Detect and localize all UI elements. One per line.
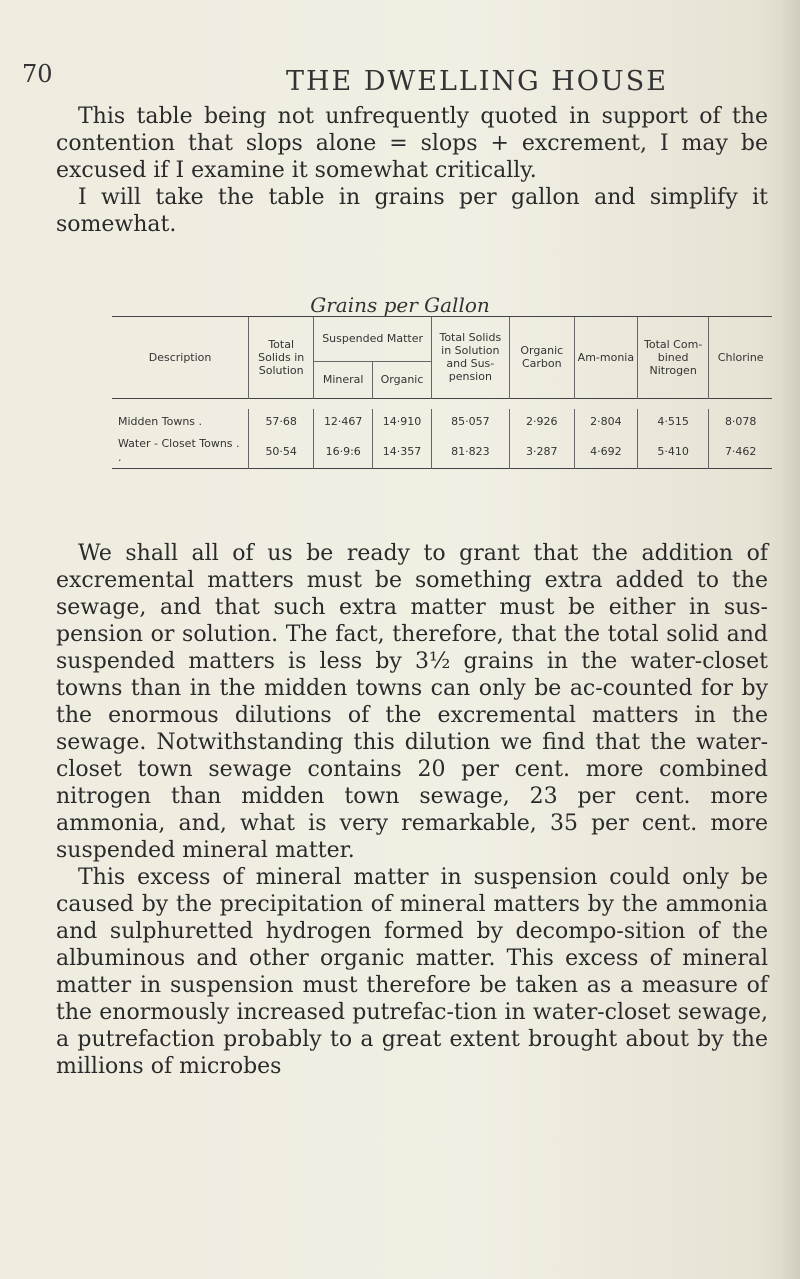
page-number: 70 bbox=[22, 60, 53, 88]
header-total-solids: Total Solids in Solution bbox=[249, 317, 314, 398]
cell-total: 81·823 bbox=[431, 435, 509, 469]
cell-ammonia: 2·804 bbox=[574, 409, 637, 435]
cell-mineral: 16·9:6 bbox=[314, 435, 373, 469]
header-organic: Organic bbox=[373, 361, 432, 398]
cell-organic: 14·357 bbox=[373, 435, 432, 469]
cell-chlorine: 8·078 bbox=[709, 409, 772, 435]
cell-mineral: 12·467 bbox=[314, 409, 373, 435]
cell-ammonia: 4·692 bbox=[574, 435, 637, 469]
intro-text bbox=[56, 103, 768, 238]
page-edge bbox=[778, 0, 800, 1279]
cell-chlorine: 7·462 bbox=[709, 435, 772, 469]
header-total-nitrogen: Total Com-bined Nitrogen bbox=[637, 317, 708, 398]
body-paragraph-1: We shall all of us be ready to grant that the addition of excremental matters must be something extra added to the sewage, and that such extra matter must be either in sus-pension or solution. The fact, therefore, that the total solid and suspended matters is less by 3½ grains in the water-closet towns than in the midden towns can only be ac-counted for by the enormous dilutions of the excremental matters in the sewage. Notwithstanding this dilution we find that the water-closet town sewage contains 20 per cent. more combined nitrogen than midden town sewage, 23 per cent. more ammonia, and, what is very remarkable, 35 per cent. more suspended mineral matter. bbox=[56, 541, 768, 863]
cell-organic-carbon: 2·926 bbox=[509, 409, 574, 435]
header-ammonia: Am-monia bbox=[574, 317, 637, 398]
cell-organic-carbon: 3·287 bbox=[509, 435, 574, 469]
cell-nitrogen: 5·410 bbox=[637, 435, 708, 469]
cell-total-solids: 50·54 bbox=[249, 435, 314, 469]
sewage-analysis-table bbox=[112, 316, 772, 469]
intro-paragraph-1: This table being not unfrequently quoted in support of the contention that slops alone = slops + excrement, I may be excused if I examine it somewhat critically. bbox=[56, 104, 768, 183]
body-paragraph-2: This excess of mineral matter in suspension could only be caused by the precipitation of mineral matters by the ammonia and sulphuretted hydrogen formed by decompo-sition of the albuminous and other organic matter. This excess of mineral matter in suspension must therefore be taken as a measure of the enormously increased putrefac-tion in water-closet sewage, a putrefaction probably to a great extent brought about by the millions of microbes bbox=[56, 865, 768, 1079]
header-suspended: Suspended Matter bbox=[314, 317, 432, 361]
header-organic-carbon: Organic Carbon bbox=[509, 317, 574, 398]
body-text bbox=[56, 540, 768, 1080]
intro-paragraph-2: I will take the table in grains per gallon and simplify it somewhat. bbox=[56, 185, 768, 237]
header-chlorine: Chlorine bbox=[709, 317, 772, 398]
header-mineral: Mineral bbox=[314, 361, 373, 398]
cell-organic: 14·910 bbox=[373, 409, 432, 435]
row-description: Midden Towns . bbox=[118, 415, 203, 428]
table-row bbox=[112, 409, 772, 435]
cell-total-solids: 57·68 bbox=[249, 409, 314, 435]
header-total-solution-suspension: Total Solids in Solution and Sus-pension bbox=[431, 317, 509, 398]
header-description: Description bbox=[148, 350, 212, 364]
table-row bbox=[112, 435, 772, 469]
cell-nitrogen: 4·515 bbox=[637, 409, 708, 435]
row-description: Water - Closet Towns . . bbox=[118, 437, 240, 465]
cell-total: 85·057 bbox=[431, 409, 509, 435]
running-title: THE DWELLING HOUSE bbox=[286, 66, 668, 97]
table-caption: Grains per Gallon bbox=[310, 293, 490, 317]
